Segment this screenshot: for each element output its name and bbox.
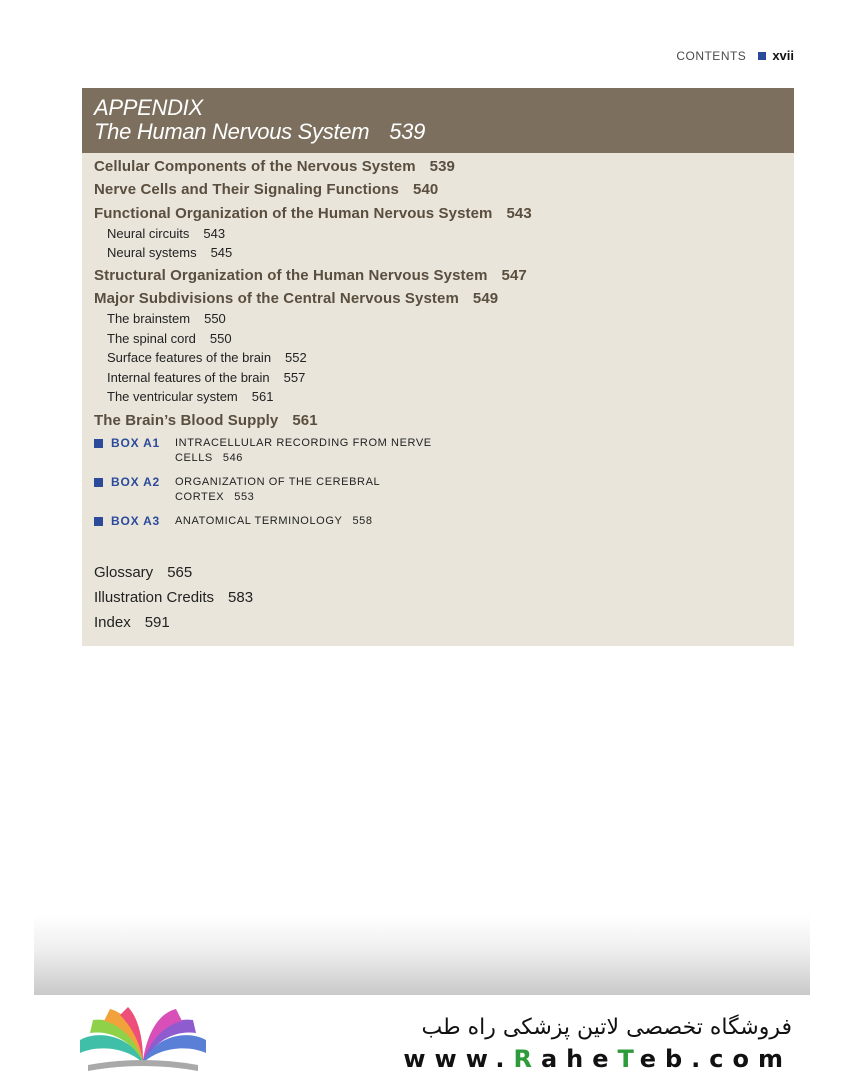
bottom-fade [34,915,810,995]
toc-entry-title: The brainstem [107,311,191,326]
square-bullet-icon [94,439,103,448]
toc-entry-title: Surface features of the brain [107,350,272,365]
square-bullet-icon [758,52,766,60]
appendix-header [82,88,794,153]
running-head-label: CONTENTS [676,48,747,63]
box-title: ORGANIZATION OF THE CEREBRAL CORTEX 553 [175,475,381,503]
running-head [676,48,794,63]
toc-entry-page: 545 [210,245,233,260]
toc-list [82,153,794,635]
appendix-title-line [94,120,794,144]
toc-entry-page: 561 [292,411,318,429]
box-page: 558 [352,514,373,527]
toc-entry-page: 547 [501,267,527,284]
toc-entry-page: 550 [209,330,232,346]
toc-entry-title: Major Subdivisions of the Central Nervous System [94,290,459,307]
box-entry[interactable] [94,475,794,505]
toc-entry-title: Structural Organization of the Human Nervous System [94,267,488,284]
toc-subentry[interactable] [94,329,794,349]
appendix-title: The Human Nervous System [94,119,370,144]
toc-entry-title: Neural systems [107,245,197,260]
toc-subentry[interactable] [94,309,794,329]
back-matter-entry[interactable] [94,585,794,610]
toc-entry-page: 549 [472,290,499,307]
back-matter-page: 591 [144,613,170,631]
box-label: BOX A3 [111,513,161,528]
toc-entry-title: Cellular Components of the Nervous System [94,158,416,175]
square-bullet-icon [94,478,103,487]
toc-subentry[interactable] [94,243,794,262]
toc-entry-page: 550 [204,311,226,326]
toc-entry-title: The ventricular system [107,389,238,404]
toc-entry[interactable] [94,289,794,308]
box-title: ANATOMICAL TERMINOLOGY 558 [175,514,373,527]
toc-subentry[interactable] [94,368,794,388]
toc-subentry[interactable] [94,224,794,243]
back-matter-entry[interactable] [94,610,794,635]
box-entry[interactable] [94,436,794,466]
appendix-label: APPENDIX [94,95,203,120]
watermark-persian-text: فروشگاه تخصصی لاتین پزشکی راه طب [421,1015,792,1040]
box-label: BOX A1 [111,435,161,450]
toc-entry-title: Functional Organization of the Human Nervous System [94,205,493,222]
toc-entry-title: Nerve Cells and Their Signaling Functions [94,181,399,198]
page-number: xvii [772,48,794,63]
toc-entry-page: 539 [429,158,455,175]
toc-entry-page: 540 [413,181,439,198]
toc-entry[interactable] [94,157,794,176]
toc-entry-page: 561 [251,389,274,404]
box-page: 553 [234,490,255,503]
box-label: BOX A2 [111,474,161,489]
toc-subentry[interactable] [94,348,794,368]
toc-entry[interactable] [94,411,794,430]
appendix-section [82,88,794,646]
back-matter-entry[interactable] [94,560,794,585]
toc-entry-page: 557 [283,369,306,385]
toc-entry-title: The Brain’s Blood Supply [94,411,279,429]
box-title: INTRACELLULAR RECORDING FROM NERVE CELLS 546 [175,436,432,464]
toc-entry-title: Internal features of the brain [107,369,270,385]
toc-entry[interactable] [94,180,794,199]
watermark-url[interactable]: www.RaheTeb.com [403,1045,792,1073]
appendix-page: 539 [389,119,426,144]
toc-entry[interactable] [94,204,794,223]
toc-entry-title: The spinal cord [107,330,196,346]
toc-entry-page: 543 [203,226,226,241]
toc-subentry[interactable] [94,387,794,407]
toc-entry-title: Neural circuits [107,226,190,241]
back-matter-title: Illustration Credits [94,588,215,606]
watermark-banner [0,995,844,1080]
square-bullet-icon [94,517,103,526]
box-page: 546 [222,451,244,464]
box-entry[interactable] [94,514,794,529]
toc-entry[interactable] [94,266,794,285]
back-matter-title: Glossary [94,563,154,581]
toc-entry-page: 552 [285,350,307,365]
back-matter-page: 583 [228,588,254,606]
back-matter-page: 565 [167,563,193,581]
open-book-logo-icon [78,1005,208,1075]
back-matter-title: Index [94,613,131,631]
toc-entry-page: 543 [506,205,532,222]
